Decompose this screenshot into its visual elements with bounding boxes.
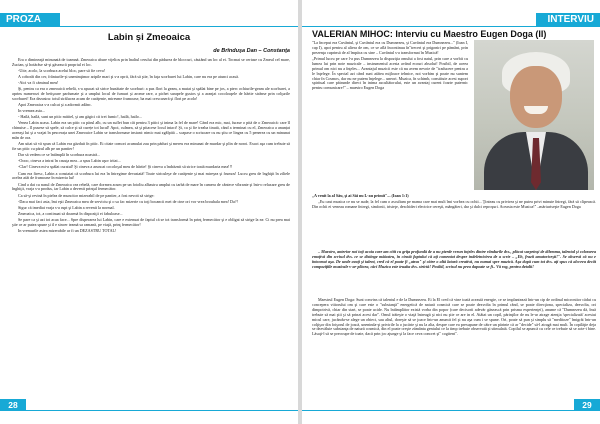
photo-face: [510, 66, 562, 128]
interview-intro: [312, 41, 468, 191]
paragraph: - Hailă, hailă, sunt un pitic mititel, şi am găgici cit trei fumicǃ, hailă, hailo...: [18, 114, 142, 120]
paragraph: „Primul lucru pe care l-a pus Dumnezeu la dispoziţia omului a fost natul, prin care a vorbit cu lumea lui prin note muzicale – instrumentul acesta având ecouri absolut! Posibil, de aceea primul om nici nu a înţeles... Avantajul muzicii este că nu avem nevoie de "traducere pentru a le înţelege. În special azi când sunt atâtea mijloace tehnice, noi vorbim şi poate nu suntem chiar în Cosmos, dar nu ne putem înţelege... uneori. Muzica, în schimb, constituie acest suport spiritual care pătrunde direct în inima ascultătorului, este un avantaj curent foarte puternic pentru comunicare!" – maestro Eugen Doga: [312, 55, 468, 91]
paragraph: In vremurile astea mizerabile ar fi un DEZASTRU TOTAL!: [18, 227, 117, 233]
article-title: VALERIAN MIHOC: Interviu cu Maestro Eugen Doga (II): [312, 29, 547, 39]
paragraph: Şi, pentru ca era o zmeoaică rebelă, s-a apucat să strice bunătate de scorburi: a pus flori la geam, a mutat şi spălat bine pe jos, a pterc ochiurile-geam ale scorburei, a aprins numerozi de betişoare parfumate şi a umplut locul de fumuri şi arome rare, a pichet sarapele gustos şi a aranjat cocoloaşele de hârtie strânse prin colţurile scorburei! Era dezastru: totul strălucea acum de curăţenie, miresme frumoase, ba mai crescuseră şi flori pe acolo!: [12, 86, 290, 102]
paragraph: Era o dimineaţă minunată de toamnă. Zmeoaica abure vijelios prin înaltul cerului din pădurea de bloccuri, căutând un loc al ei. Tocmai se certase cu Zmeul cel mare, Zucian, şi hotărâse să-şi găsească propriul ei loc.: [12, 58, 290, 67]
paragraph: Sigur că imediat vraja s-a rupt şi Labin a revenit la normal.: [18, 204, 115, 210]
paragraph: A coborât din cer, frânturile-şi unenimţimor aripile mari şi s-a oprit, fără să ştie, în faţa scorburei lui Labin, care nu era pe atunci acasă.: [18, 74, 239, 80]
section-tab-interviu: INTERVIU: [536, 13, 600, 27]
article-title: Labin și Zmeoaica: [107, 32, 191, 43]
paragraph: „A venit la al Său, şi ai Săi nu L-au primit"... (Ioan 1:1): [312, 194, 409, 198]
page-number: 28: [0, 399, 26, 411]
paragraph: "La început era Cuvântul, şi Cuvântul era cu Dumnezeu, şi Cuvântul era Dumnezeu..." (Ioan I, cap I), apoi pentru al aliera de om, ce se află încontinuu în"treceri şi prigoniri pe pământ, prin prezenţa cuprinsă de al împăca cu sine – Cuvântul s-a transformat în Muzică!: [312, 41, 468, 55]
footer-rule: [0, 410, 298, 411]
paragraph: Se pare ca şi azi tot acaa face... Spre disperarea lui Labin, care e extenuat de faptul că se tot transformă în prinţ fermecător şi e obligat să strige la ea: Ci nu prea mai ştie ce ar putea spune şi il e sincer teamă sa ramană, pe viaţă, prinţ fermecător!: [12, 216, 290, 227]
paragraph: Cind a dat cu nasul de Zmeoaica cea rebelă, care dormea acum pe un fotoliu albastru umplut cu tarbă de mare în camera de cântece vibrante şi într-o relaxare greu de înghiţit, vraja s-a produs, iar Labin a devenit prinţul fermecător.: [12, 181, 290, 192]
right-page: [302, 0, 600, 424]
paragraph: -Oooo, cineva a intrat în casuţa mea...a spus Labin uşor iritat...: [18, 158, 121, 164]
footer-rule: [302, 410, 600, 411]
paragraph: -Uite, acolo, la scorbura acelui bloc, pare să fie cevaǃ: [18, 68, 106, 73]
paragraph: Dar să vedem ce se întâmplă în scorbura noastră...: [18, 152, 101, 158]
interview-question: [312, 250, 596, 298]
header-rule: [302, 26, 600, 27]
paragraph: Ca să-şi revină în pielea de muncitor mizerabil de pe pantier, a fost nevoit să strige:: [18, 192, 155, 198]
left-page: [0, 0, 298, 424]
paragraph: – Maestro, anterior noi toţi acoia care am citit cu griţa profundă de a nu pierde vreun înţeles dintre rândurile dvs., plăcut surprinşi de dilemma, talentul şi colorarea emoţivă din scrisul dvs. ce se distinge măiastru, în cinstă faptului că aţi comentat despre indeletnicirea de a scrie – „Eh, frazii amatoriceşti!". Se observă că nu e întocmai aşa. De unde avaţi şi talent, cred că el poate fi „atras" şi către o altă latură creativă, nu numai spre muzică. Aşa după cum tot dvs. aţi spus că alcceea decât compoziţiile muzicale v-ar-plăcea, căci Muzica este truaba dvs. strictă! Posibil, scrisul nu prea dapoate se fi.. Vă rog, pentru detalii!: [312, 250, 596, 269]
paragraph: „Eu caut muzica ce nu se aude, la fel cum o ascultam pe mama care mai mult îmi vorbea cu ochii... Ţinteau cu privirea şi ne putea privi minute întregi, fără să clipească. Din ochii ei veneau romane întregi, simfonii, tristeţe, deschideri electrice cereşti, mângâieri, dar şi dulci reproşuri. Aceasta este Muzica!" –mărturiseşte Eugen Doga: [312, 199, 596, 209]
paragraph: Zmeoaica, tot, a continuat să doarmă în dispoziţii ei fabuloase...: [18, 210, 123, 216]
page-number: 29: [574, 399, 600, 411]
paragraph: Am uitat să vă spun că Labin era găzduit în pitic. Ei citate comori acumulat zau prin păduri şi mereu era minunat de murdar şi plin de noroi. Exact aşa cum trebuie să fie un pitic cu părul alb pe un pantier!: [12, 141, 290, 152]
paragraph: -Clar! Cineva mi-a spălat curatul! Şi cineva a aruncat cocoloşul meu de hârtie! Şi cineva a îndrăznit să strice toată murdaria mea!!!: [18, 164, 233, 170]
story-body: [12, 58, 290, 390]
paragraph: -Aici va fi căminul meu!: [18, 80, 59, 86]
interview-answer: [312, 298, 596, 390]
header-rule: [0, 26, 298, 27]
paragraph: In vremea asta...: [18, 108, 45, 114]
paragraph: Maestrul Eugen Doga: Sunt convins că talentul e de la Dumnezeu. Ei la El cred că vine toată această energie, ce se implantează într-un cip de ordinul microniior cădut cu concepera viitorului om şi care este o "substanţă" energetică de natură cosmică care se poate dezvolta în primul rând, se poate direcţiona, specializa, dezvolta, ori dimpotrivă, chiar din start, se poate ucide. Nu întâmplător există vorba din popor (care decisorii adevăr găsească prin prisma experienţei), anume că "Dumnezeu dă, însă trebuie să mai ştii şi să prinzi acest dar". Omul trăieşte o viaţă întreagă şi nici nu ştie ce are in el. Atâtat un copil, părinţilor de nu le-ar atrage atenţia 'specializată' acestui micul care, jucându-se alege un obiect, sau altul, doreşte să se joace într-un anumit fel şi nu aşa cum i se spune. Ori, poate să pun şi simplu să "meditoze" îmigrât într-un colţişor din foişorul de joacă, uneninda-şi privirile la o jucărie şi nu la alta, despre care ea presupune de către un părinte că ar "decide" să-l atragă mai mult. În copilăţie deja se dezvăluie substanţa de natură cosmică, din el poate creşte zământa geniului ce la timp trebuie observată şi stimulată. Copilul se apuncă cu cele ce trebuie să se acte-i bine. Lăsaţi-l să se preocupe de toate, dacă prin joc ajunge şi la face ceva concret şi" cogitent".: [312, 298, 596, 337]
paragraph: Venea Labin acasa. Labin era un pitic cu părul alb, cu un suflet bun cât pentru 3 pitici şi inima la fel de mare! Când era mic, mai, furase o pită de o Zmeoaică: care îl chinuise – îl pusese să spele, să calce şi să curețe tot lucul! Apoi, culmea, să şi pitacese locul intact! Şi, ca şi fie treaba tinută, când a terminat cu el, Zmeoaica a anunțat aceeaşi lui şi a vrajat în pescerața unei Zmeoaice Labin se transformase instant: nimic mai zgâlpită – scapase o scrisoare cu nu ştiu ce lingea cu 5 penerea cu un minunat mân de ora.: [12, 120, 290, 141]
paragraph: Cum era firesc, Labin a constatat că scorbura lui era în întregime devastată! Toate striculeşe de curăţenie şi mai mireşea şi frumos! Lucru greu de înghiţit în ziliele acelea atât de frumoase în mizeria lui!: [12, 170, 290, 181]
portrait-photo: [474, 40, 594, 190]
interview-quotes: [312, 194, 596, 250]
paragraph: Apoi Zmeoaica s-a culcat şi a adormit adânc.: [18, 102, 92, 108]
paragraph: -Daca mai faci asta, îmi eşti Zmeoaica mea de serviciu şi o sa fac mizerie cu toţi bocancii mei de cine ori vor vrea brouhala mea! Da?!: [18, 198, 238, 204]
byline: de Brînduşa Dan – Constanţa: [213, 48, 290, 54]
section-tab-proza: PROZA: [0, 13, 60, 27]
